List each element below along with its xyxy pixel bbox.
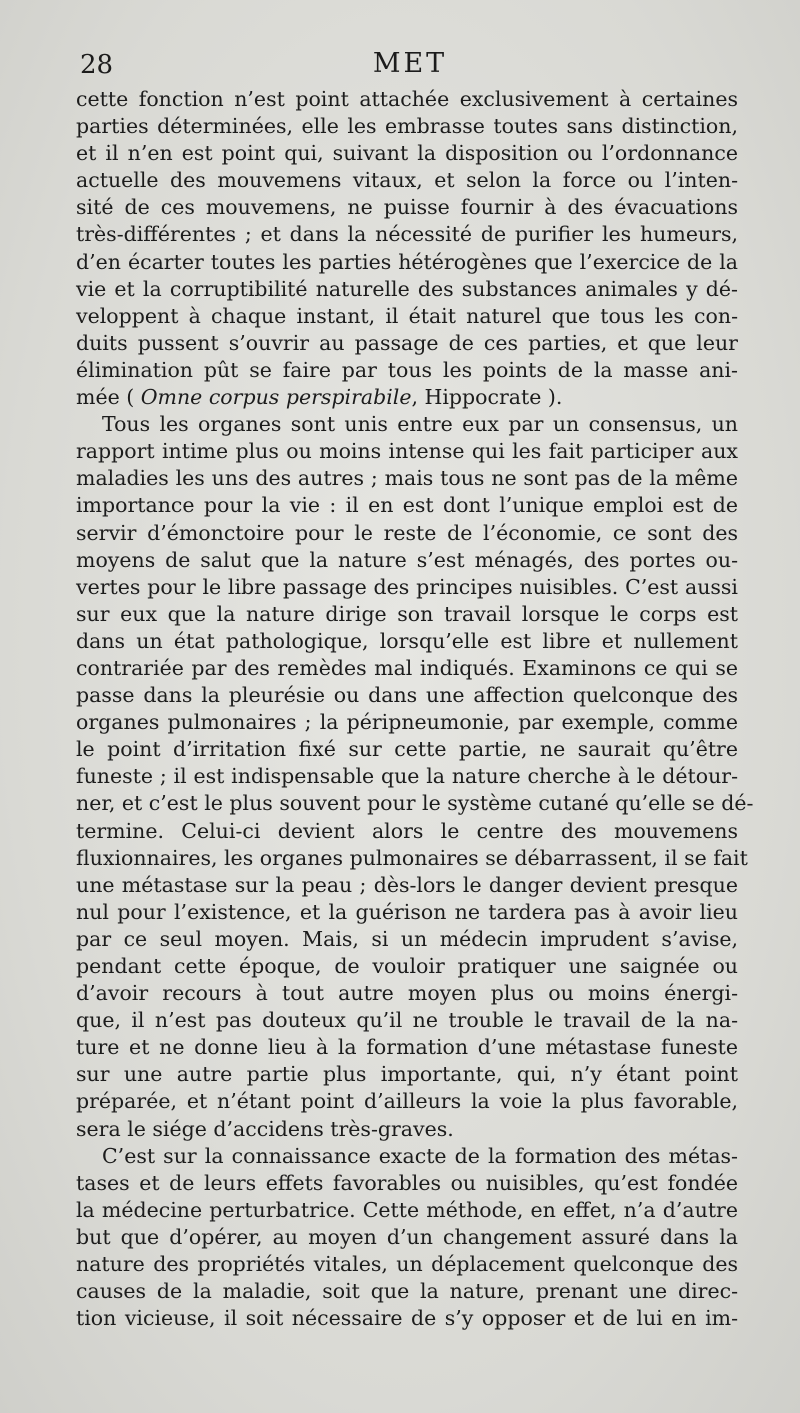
text-line: très-différentes ; et dans la nécessité de purifier les humeurs, [76, 222, 738, 247]
text-line: que, il n’est pas douteux qu’il ne trouble le travail de la na- [76, 1008, 738, 1033]
italic-citation: Omne corpus perspirabile [140, 385, 412, 410]
text-line: préparée, et n’étant point d’ailleurs la voie la plus favorable, [76, 1089, 738, 1114]
text-line [76, 384, 738, 411]
text-segment: mée ( [76, 385, 141, 410]
text-line: rapport intime plus ou moins intense qui les fait participer aux [76, 439, 738, 464]
page-header [80, 46, 740, 82]
text-line: maladies les uns des autres ; mais tous ne sont pas de la même [76, 466, 738, 491]
text-line: cette fonction n’est point attachée exclusivement à certaines [76, 87, 738, 111]
body-text [76, 86, 754, 1332]
text-line: d’en écarter toutes les parties hétérogènes que l’exercice de la [76, 249, 738, 274]
text-line: ner, et c’est le plus souvent pour le système cutané qu’elle se dé- [76, 791, 754, 816]
text-line: tases et de leurs effets favorables ou nuisibles, qu’est fondée [76, 1170, 738, 1195]
text-segment: , Hippocrate ). [411, 385, 563, 410]
text-line: parties déterminées, elle les embrasse toutes sans distinction, [76, 114, 738, 139]
text-line: passe dans la pleurésie ou dans une affection quelconque des [76, 683, 738, 708]
text-line: servir d’émonctoire pour le reste de l’économie, ce sont des [76, 520, 738, 545]
text-line: causes de la maladie, soit que la nature, prenant une direc- [76, 1279, 738, 1304]
text-line: pendant cette époque, de vouloir pratiquer une saignée ou [76, 954, 738, 978]
text-line: termine. Celui-ci devient alors le centre des mouvemens [76, 818, 738, 843]
text-line: duits pussent s’ouvrir au passage de ces parties, et que leur [76, 330, 738, 355]
page-number: 28 [80, 50, 114, 80]
text-line: par ce seul moyen. Mais, si un médecin imprudent s’avise, [76, 926, 738, 951]
text-line: fluxionnaires, les organes pulmonaires se débarrassent, il se fait [76, 845, 748, 870]
text-line: veloppent à chaque instant, il était naturel que tous les con- [76, 303, 738, 328]
text-line: actuelle des mouvemens vitaux, et selon la force ou l’inten- [76, 168, 738, 193]
text-line: sur une autre partie plus importante, qui, n’y étant point [76, 1062, 738, 1087]
text-line: une métastase sur la peau ; dès-lors le danger devient presque [76, 872, 738, 897]
text-line: ture et ne donne lieu à la formation d’une métastase funeste [76, 1035, 738, 1060]
running-head: MET [372, 48, 448, 79]
text-line: d’avoir recours à tout autre moyen plus ou moins énergi- [76, 981, 738, 1006]
text-line: importance pour la vie : il en est dont l’unique emploi est de [76, 493, 738, 518]
text-line: moyens de salut que la nature s’est ménagés, des portes ou- [76, 547, 738, 572]
text-line: contrariée par des remèdes mal indiqués. Examinons ce qui se [76, 655, 738, 680]
text-line: la médecine perturbatrice. Cette méthode, en effet, n’a d’autre [76, 1197, 738, 1222]
text-line: but que d’opérer, au moyen d’un changement assuré dans la [76, 1224, 738, 1249]
text-line: vertes pour le libre passage des principes nuisibles. C’est aussi [76, 574, 738, 599]
text-line: organes pulmonaires ; la péripneumonie, par exemple, comme [76, 710, 738, 735]
text-line: C’est sur la connaissance exacte de la formation des métas- [102, 1143, 738, 1168]
text-line: nature des propriétés vitales, un déplacement quelconque des [76, 1252, 738, 1277]
text-line: sité de ces mouvemens, ne puisse fournir à des évacuations [76, 195, 738, 220]
text-line: vie et la corruptibilité naturelle des substances animales y dé- [76, 276, 738, 301]
text-line: Tous les organes sont unis entre eux par un consensus, un [102, 412, 738, 437]
text-line: nul pour l’existence, et la guérison ne tardera pas à avoir lieu [76, 899, 738, 924]
text-line: et il n’en est point qui, suivant la disposition ou l’ordonnance [76, 141, 738, 166]
text-line: élimination pût se faire par tous les points de la masse ani- [76, 357, 738, 382]
text-line: dans un état pathologique, lorsqu’elle est libre et nullement [76, 628, 738, 653]
text-line: funeste ; il est indispensable que la nature cherche à le détour- [76, 764, 738, 789]
text-line: sur eux que la nature dirige son travail lorsque le corps est [76, 601, 738, 626]
text-line: le point d’irritation fixé sur cette partie, ne saurait qu’être [76, 737, 738, 762]
text-line: sera le siége d’accidens très-graves. [76, 1116, 454, 1141]
text-line: tion vicieuse, il soit nécessaire de s’y opposer et de lui en im- [76, 1306, 738, 1331]
